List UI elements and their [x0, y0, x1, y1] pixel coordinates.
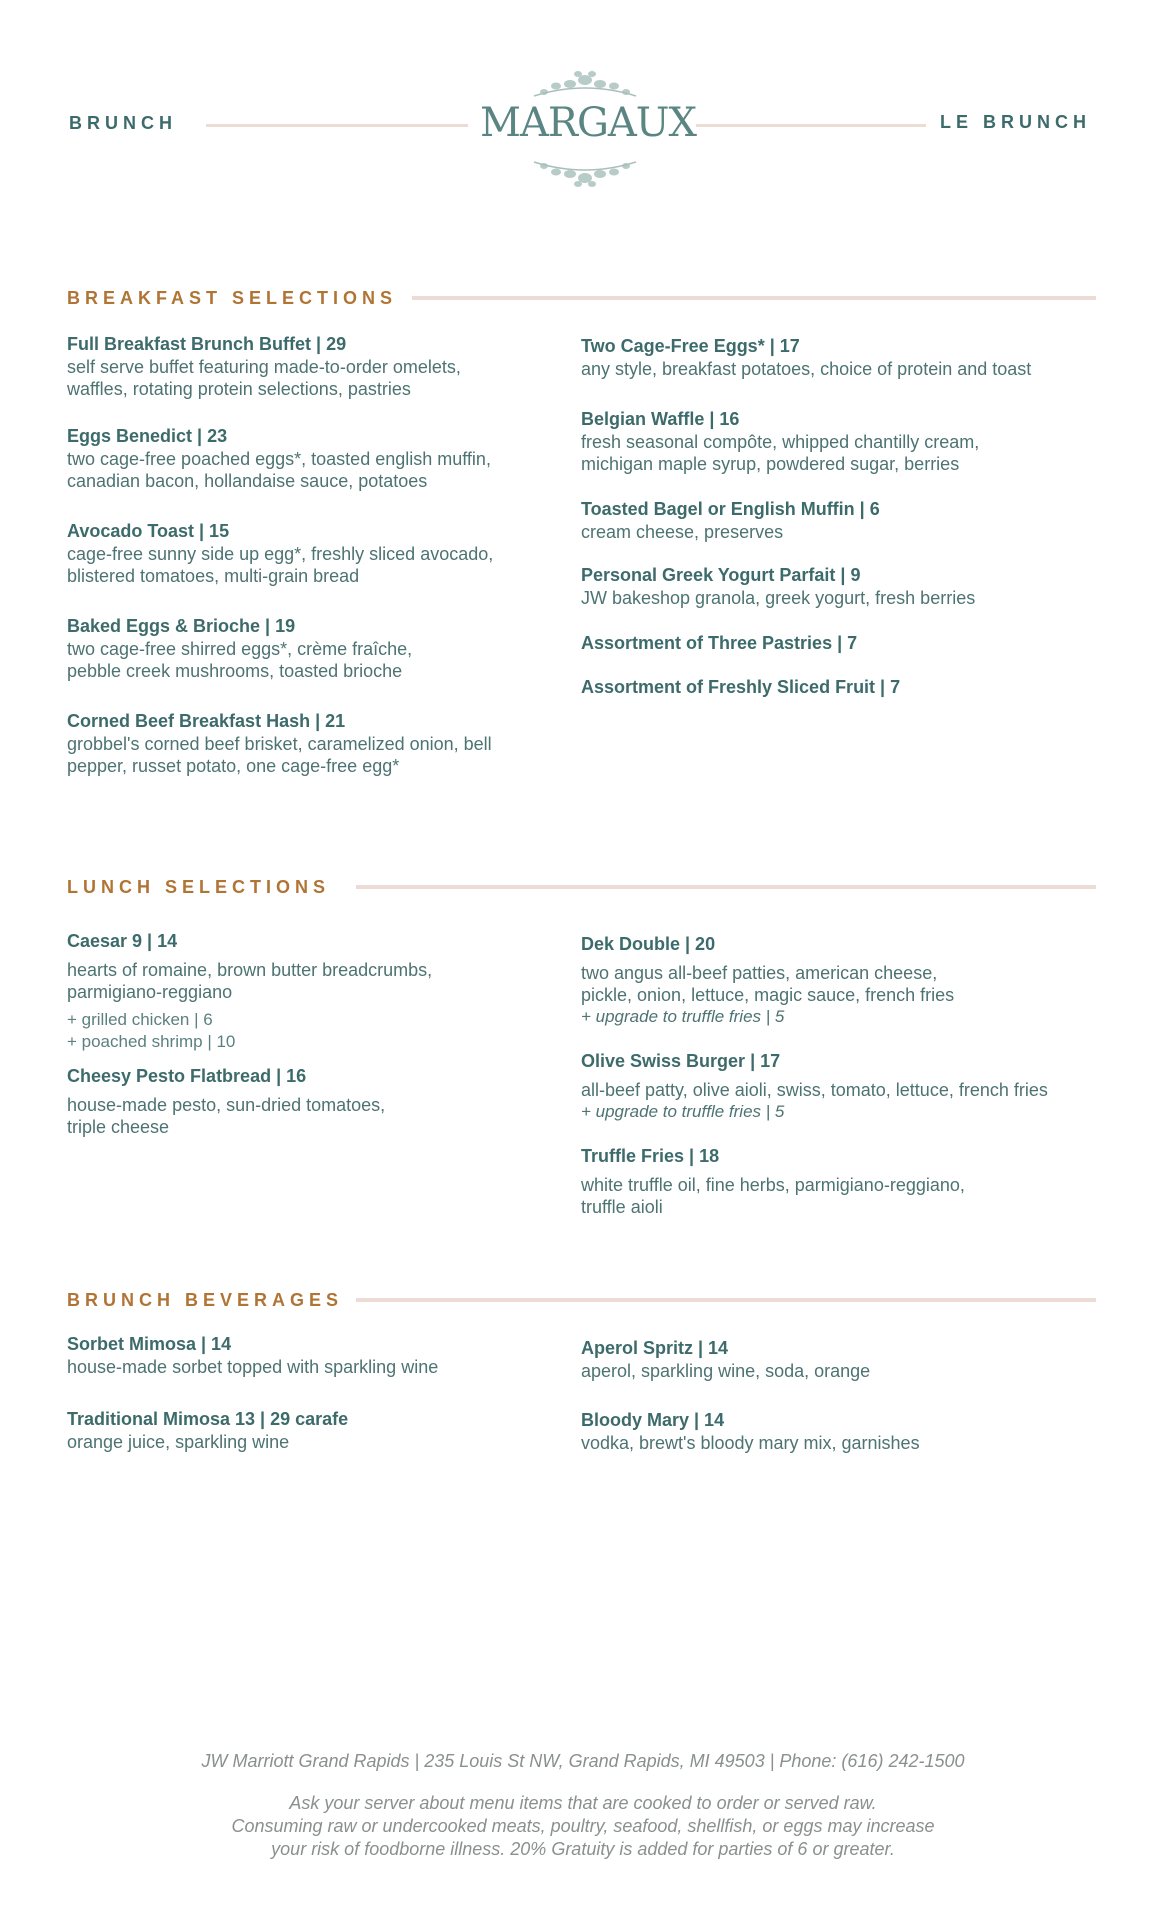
- menu-item: [581, 497, 880, 543]
- header-left-label: BRUNCH: [69, 113, 177, 133]
- item-name: Aperol Spritz | 14: [581, 1338, 729, 1358]
- item-desc: hearts of romaine, brown butter breadcrumbs,: [67, 960, 433, 980]
- lunch-section-title: LUNCH SELECTIONS: [67, 877, 331, 897]
- item-desc: JW bakeshop granola, greek yogurt, fresh berries: [581, 588, 976, 608]
- menu-item: [581, 1144, 965, 1218]
- item-name: Avocado Toast | 15: [67, 521, 230, 541]
- item-desc: all-beef patty, olive aioli, swiss, tomato, lettuce, french fries: [581, 1080, 1048, 1100]
- menu-item: [67, 1407, 348, 1453]
- leaf-sprig-icon: [520, 66, 650, 102]
- item-name: Dek Double | 20: [581, 934, 716, 954]
- item-name: Caesar 9 | 14: [67, 931, 178, 951]
- menu-item: [67, 424, 491, 492]
- item-upgrade: + upgrade to truffle fries | 5: [581, 1102, 785, 1121]
- header-rule-right: [696, 124, 926, 127]
- item-name: Sorbet Mimosa | 14: [67, 1334, 232, 1354]
- item-desc: michigan maple syrup, powdered sugar, berries: [581, 454, 960, 474]
- menu-item: [581, 1408, 920, 1454]
- leaf-sprig-icon: [520, 156, 650, 192]
- breakfast-rule: [412, 296, 1096, 300]
- item-name: Bloody Mary | 14: [581, 1410, 725, 1430]
- logo-wordmark: MARGAUX: [480, 100, 696, 146]
- item-name: Truffle Fries | 18: [581, 1146, 720, 1166]
- item-desc: aperol, sparkling wine, soda, orange: [581, 1361, 871, 1381]
- item-desc: two cage-free shirred eggs*, crème fraîche,: [67, 639, 413, 659]
- item-name: Baked Eggs & Brioche | 19: [67, 616, 296, 636]
- menu-item: [67, 519, 493, 587]
- item-desc: house-made pesto, sun-dried tomatoes,: [67, 1095, 386, 1115]
- footer-notice-line: your risk of foodborne illness. 20% Gratuity is added for parties of 6 or greater.: [271, 1839, 895, 1859]
- item-name: Traditional Mimosa 13 | 29 carafe: [67, 1409, 349, 1429]
- item-desc: blistered tomatoes, multi-grain bread: [67, 566, 360, 586]
- item-desc: two cage-free poached eggs*, toasted english muffin,: [67, 449, 491, 469]
- item-desc: fresh seasonal compôte, whipped chantilly cream,: [581, 432, 980, 452]
- item-name: Eggs Benedict | 23: [67, 426, 228, 446]
- item-desc: canadian bacon, hollandaise sauce, potatoes: [67, 471, 428, 491]
- item-desc: pickle, onion, lettuce, magic sauce, french fries: [581, 985, 955, 1005]
- item-desc: pebble creek mushrooms, toasted brioche: [67, 661, 403, 681]
- lunch-rule: [356, 885, 1096, 889]
- menu-item: [67, 709, 492, 777]
- menu-item: [581, 563, 975, 609]
- breakfast-section-title: BREAKFAST SELECTIONS: [67, 288, 398, 308]
- item-desc: any style, breakfast potatoes, choice of protein and toast: [581, 359, 1032, 379]
- item-name: Toasted Bagel or English Muffin | 6: [581, 499, 880, 519]
- header-right-label: LE BRUNCH: [940, 112, 1091, 132]
- item-desc: cream cheese, preserves: [581, 522, 784, 542]
- item-desc: white truffle oil, fine herbs, parmigiano-reggiano,: [581, 1175, 965, 1195]
- item-addon: + grilled chicken | 6: [67, 1010, 213, 1029]
- menu-item: [67, 614, 412, 682]
- item-desc: parmigiano-reggiano: [67, 982, 233, 1002]
- item-desc: cage-free sunny side up egg*, freshly sliced avocado,: [67, 544, 494, 564]
- menu-item: [581, 1336, 870, 1382]
- item-desc: self serve buffet featuring made-to-order omelets,: [67, 357, 461, 377]
- menu-item: [581, 334, 1031, 380]
- item-desc: two angus all-beef patties, american cheese,: [581, 963, 938, 983]
- item-desc: vodka, brewt's bloody mary mix, garnishes: [581, 1433, 920, 1453]
- item-desc: truffle aioli: [581, 1197, 663, 1217]
- item-desc: orange juice, sparkling wine: [67, 1432, 290, 1452]
- menu-item: [67, 332, 461, 400]
- item-desc: house-made sorbet topped with sparkling wine: [67, 1357, 439, 1377]
- footer-notice-line: Consuming raw or undercooked meats, poultry, seafood, shellfish, or eggs may increase: [231, 1816, 935, 1836]
- footer-notice-line: Ask your server about menu items that are cooked to order or served raw.: [289, 1793, 877, 1813]
- item-desc: waffles, rotating protein selections, pastries: [67, 379, 411, 399]
- menu-item: [581, 1049, 1048, 1123]
- menu-item: [67, 1064, 385, 1138]
- footer-address: JW Marriott Grand Rapids | 235 Louis St NW, Grand Rapids, MI 49503 | Phone: (616) 242-1500: [201, 1751, 965, 1771]
- beverages-rule: [356, 1298, 1096, 1302]
- footer-notice: [0, 1792, 1166, 1861]
- item-desc: grobbel's corned beef brisket, caramelized onion, bell: [67, 734, 492, 754]
- item-name: Olive Swiss Burger | 17: [581, 1051, 781, 1071]
- menu-item: [581, 631, 857, 655]
- item-addon: + poached shrimp | 10: [67, 1032, 236, 1051]
- item-name: Personal Greek Yogurt Parfait | 9: [581, 565, 861, 585]
- menu-item: [581, 932, 954, 1028]
- item-name: Corned Beef Breakfast Hash | 21: [67, 711, 346, 731]
- menu-item: [67, 929, 432, 1053]
- item-name: Assortment of Three Pastries | 7: [581, 633, 858, 653]
- item-name: Cheesy Pesto Flatbread | 16: [67, 1066, 307, 1086]
- item-upgrade: + upgrade to truffle fries | 5: [581, 1007, 785, 1026]
- item-desc: pepper, russet potato, one cage-free egg*: [67, 756, 400, 776]
- menu-item: [581, 675, 900, 699]
- item-desc: triple cheese: [67, 1117, 170, 1137]
- item-name: Belgian Waffle | 16: [581, 409, 740, 429]
- header-rule-left: [206, 124, 468, 127]
- menu-item: [581, 407, 979, 475]
- item-name: Assortment of Freshly Sliced Fruit | 7: [581, 677, 901, 697]
- beverages-section-title: BRUNCH BEVERAGES: [67, 1290, 344, 1310]
- menu-item: [67, 1332, 438, 1378]
- item-name: Full Breakfast Brunch Buffet | 29: [67, 334, 347, 354]
- item-name: Two Cage-Free Eggs* | 17: [581, 336, 800, 356]
